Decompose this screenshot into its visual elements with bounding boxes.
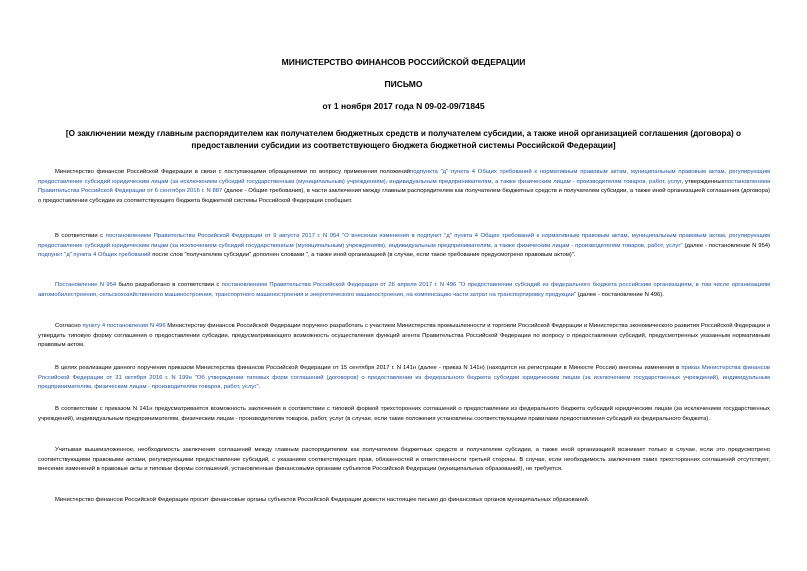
link-resolution-954[interactable]: постановлением Правительства Российской Федерации от 9 августа 2017 г. N 954 "О внесении изменения в подпункт "д" пункта 4 Общих требований к нормативным правовым актам, муниципальным правовым актам, регулирующим предоставление субсидий юридическим лицам (за исключением субсидий государственным (муниципальным) учреждениям), индивидуальным предпринимателям, а также физическим лицам - производителям товаров, работ, услуг" (38, 233, 771, 249)
paragraph-text: (далее - Общие требования), в части заключения между главным распорядителем как получателем бюджетных средств и получателем субсидии, а также иной организацией соглашения (договора) о предоставлении субсидии из соответствующего бюджета бюджетной системы Российской Федерации сообщает. (38, 188, 770, 204)
paragraph-text: (далее - постановление N 954) (682, 242, 770, 249)
paragraph-text: Учитывая вышеизложенное, необходимость заключения соглашений между главным распорядителем как получателем бюджетных средств и получателем субсидии, а также иной организацией возникает только в случае, если это предусмотрено соответствующими правовыми актами, регулирующими предоставление субсидий, с указанием соответствующих прав, обязанностей и ответственности третьей стороны. В случае, если необходимость заключения таких трехсторонних соглашений отсутствует, внесение изменений в правовые акты и типовые формы соглашений, установленные финансовыми органами субъектов Российской Федерации (муниципальных образований), не требуется. (38, 447, 770, 473)
paragraph-text: Согласно (55, 323, 83, 329)
document-type: ПИСЬМО (384, 79, 423, 89)
paragraph-8 (38, 496, 770, 506)
paragraph-2 (38, 232, 770, 261)
link-general-requirements[interactable]: подпункта "д" пункта 4 Общих требований к нормативным правовым актам, муниципальным правовым актам, регулирующим предоставление субсидий юридическим лицам (за исключением субсидий государственным (муниципальным) учреждениям), индивидуальным предпринимателям, а также физическим лицам - производителям товаров, работ, услуг (38, 169, 770, 185)
paragraph-text: Министерство финансов Российской Федерации просит финансовые органы субъектов Российской Федерации довести настоящее письмо до финансовых органов муниципальных образований. (55, 497, 590, 503)
link-resolution-887[interactable]: постановлением Правительства Российской Федерации от 6 сентября 2016 г. N 887 (38, 178, 770, 195)
paragraph-text: Министерству финансов Российской Федерации поручено разработать с участием Министерства промышленности и торговли Российской Федерации и Министерства экономического развития Российской Федерации и утвердить типовую форму соглашения о предоставлении субсидии, предусматривающего возможность осуществления функций агента Правительства Российской Федерации по вопросу о предоставлении субсидий, предусмотренных указанным нормативным правовым актом. (38, 323, 770, 349)
link-resolution-954-short[interactable]: Постановление N 954 (55, 282, 117, 288)
paragraph-text: Министерство финансов Российской Федерации в связи с поступающими обращениями по вопросу применения положений (55, 169, 411, 175)
paragraph-text: , утвержденных (681, 178, 725, 185)
paragraph-text: (далее - постановление N 496). (576, 291, 664, 298)
ministry-title: МИНИСТЕРСТВО ФИНАНСОВ РОССИЙСКОЙ ФЕДЕРАЦИИ (281, 57, 526, 67)
link-order-199n[interactable]: приказ Министерства финансов Российской Федерации от 31 октября 2016 г. N 199н "Об утверждении типовых форм соглашений (договоров) о предоставлении из федерального бюджета субсидии юридическим лицам (за исключением государственных учреждений), индивидуальным предпринимателям, физическим лицам - производителям товаров, работ, услуг" (38, 365, 770, 391)
paragraph-text: В целях реализации данного поручения приказом Министерства финансов Российской Федерации от 15 сентября 2017 г. N 141н (далее - приказ N 141н) (находится на регистрации в Минюсте России) внесены изменения в (55, 365, 682, 371)
paragraph-5 (38, 364, 770, 393)
document-subject: [О заключении между главным распорядителем как получателем бюджетных средств и получателем субсидии, а также иной организацией соглашения (договора) о предоставлении субсидии из соответствующего бюджета бюджетной системы Российской Федерации] (65, 129, 742, 150)
link-subparagraph-d[interactable]: подпункт "д" пункта 4 Общих требований (38, 252, 151, 259)
paragraph-4 (38, 322, 770, 351)
link-point-4-resolution-496[interactable]: пункту 4 постановления N 496 (82, 323, 166, 329)
paragraph-text: В соответствии с (55, 233, 106, 239)
document-date-number: от 1 ноября 2017 года N 09-02-09/71845 (322, 101, 485, 111)
paragraph-7 (38, 446, 770, 475)
paragraph-6 (38, 405, 770, 424)
paragraph-text: В соответствии с приказом N 141н предусматривается возможность заключения в соответствии с типовой формой трехсторонних соглашений о предоставлении из федерального бюджета субсидий юридическим лицам (за исключением государственных учреждений), индивидуальным предпринимателям, физическим лицам - производителям товаров, работ, услуг (в случае, если такие положения установлены соответствующими правилами предоставления субсидий из федерального бюджета). (38, 406, 770, 422)
paragraph-text: было разработано в соответствии с (116, 282, 222, 288)
paragraph-1 (38, 168, 770, 206)
link-resolution-496[interactable]: постановлением Правительства Российской Федерации от 26 апреля 2017 г. N 496 "О предоставлении субсидий из федерального бюджета российским организациям, в том числе организациям автомобилестроения, сельскохозяйственного машиностроения, транспортного машиностроения и энергетического машиностроения, на компенсацию части затрат на транспортировку продукции" (38, 282, 770, 298)
paragraph-text: после слов "получателем субсидии" дополнен словами ", а также иной организацией (в случае, если такое требование предусмотрено правовым актом)". (150, 252, 576, 259)
paragraph-text: . (258, 384, 261, 391)
paragraph-3 (38, 281, 770, 300)
